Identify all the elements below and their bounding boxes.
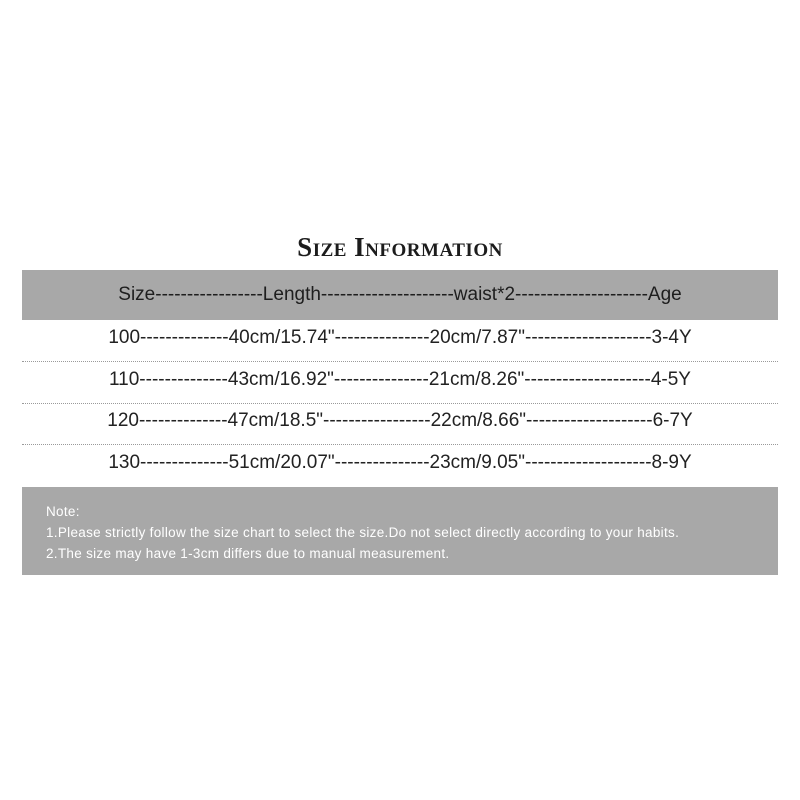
table-row: 100--------------40cm/15.74"---------------20cm/7.87"--------------------3-4Y — [108, 327, 692, 348]
note-box — [22, 487, 778, 575]
row-divider — [22, 444, 778, 445]
note-line-2: 2.The size may have 1-3cm differs due to manual measurement. — [46, 546, 450, 561]
table-row: 120--------------47cm/18.5"-----------------22cm/8.66"--------------------6-7Y — [107, 410, 693, 431]
table-row: 130--------------51cm/20.07"---------------23cm/9.05"--------------------8-9Y — [108, 452, 692, 473]
row-divider — [22, 361, 778, 362]
note-line-1: 1.Please strictly follow the size chart to select the size.Do not select directly according to your habits. — [46, 525, 680, 540]
note-heading: Note: — [46, 504, 80, 519]
row-divider — [22, 403, 778, 404]
size-information-title: Size Information — [297, 232, 503, 262]
table-row: 110--------------43cm/16.92"---------------21cm/8.26"--------------------4-5Y — [109, 369, 691, 390]
table-header: Size-----------------Length---------------------waist*2---------------------Age — [118, 284, 682, 305]
